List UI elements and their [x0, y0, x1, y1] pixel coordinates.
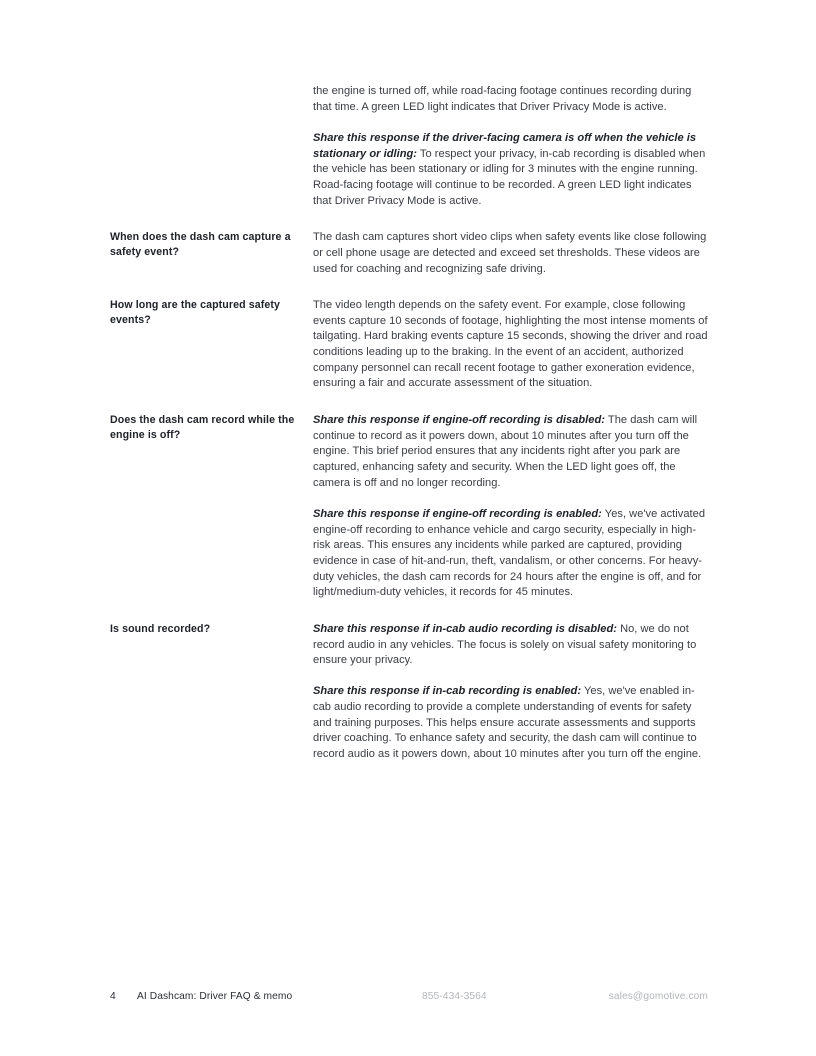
answer-lead-in: Share this response if engine-off recording is enabled:: [313, 507, 602, 520]
answer-paragraph: [313, 131, 708, 209]
faq-question: How long are the captured safety events?: [110, 299, 280, 326]
faq-content: [110, 84, 708, 763]
answer-text: Yes, we've enabled in-cab audio recording to provide a complete understanding of events for safety and training purposes. This helps ensure accurate assessments and supports driver coaching. To enhance safety and security, the dash cam will continue to record audio as it powers down, about 10 minutes after you turn off the engine.: [313, 685, 702, 761]
answer-text: No, we do not record audio in any vehicles. The focus is solely on visual safety monitoring to ensure your privacy.: [313, 622, 697, 667]
answer-paragraph: [313, 230, 708, 277]
faq-row: [110, 298, 708, 392]
page-footer: [110, 988, 708, 1004]
answer-paragraph: [313, 84, 708, 115]
answer-column: [313, 84, 708, 209]
answer-paragraph: [313, 507, 708, 601]
faq-row: [110, 413, 708, 601]
footer-document-title: AI Dashcam: Driver FAQ & memo: [137, 990, 293, 1002]
faq-question: Is sound recorded?: [110, 622, 211, 635]
answer-column: [313, 622, 708, 763]
answer-text: The dash cam will continue to record as it powers down, about 10 minutes after you turn off the engine. This brief period ensures that any incidents right after you park are captured, enhancing safety and security. When the LED light goes off, the camera is off and no longer recording.: [313, 414, 698, 489]
answer-lead-in: Share this response if the driver-facing camera is off when the vehicle is stationary or idling:: [313, 131, 697, 160]
answer-column: [313, 413, 708, 601]
answer-paragraph: [313, 622, 708, 669]
answer-paragraph: [313, 298, 708, 392]
answer-text: the engine is turned off, while road-facing footage continues recording during that time. A green LED light indicates that Driver Privacy Mode is active.: [313, 85, 692, 113]
answer-lead-in: Share this response if engine-off recording is disabled:: [313, 414, 605, 427]
footer-page-number: 4: [110, 990, 116, 1002]
answer-lead-in: Share this response if in-cab recording is enabled:: [313, 685, 582, 698]
answer-text: To respect your privacy, in-cab recording is disabled when the vehicle has been stationary or idling for 3 minutes with the engine running. Road-facing footage will continue to be recorded. A green LED light indicates that Driver Privacy Mode is active.: [313, 147, 706, 207]
answer-column: [313, 230, 708, 277]
question-column: [110, 298, 313, 327]
faq-row: [110, 622, 708, 763]
faq-question: Does the dash cam record while the engine is off?: [110, 414, 295, 441]
answer-text: The dash cam captures short video clips when safety events like close following or cell phone usage are detected and exceed set thresholds. These videos are used for coaching and recognizing safe driving.: [313, 231, 707, 275]
answer-paragraph: [313, 684, 708, 762]
question-column: [110, 230, 313, 259]
footer-phone-number: 855-434-3564: [422, 990, 487, 1002]
answer-paragraph: [313, 413, 708, 491]
answer-column: [313, 298, 708, 392]
faq-question: When does the dash cam capture a safety event?: [110, 231, 291, 258]
answer-lead-in: Share this response if in-cab audio recording is disabled:: [313, 622, 617, 635]
answer-text: Yes, we've activated engine-off recording to enhance vehicle and cargo security, especially in high-risk areas. This ensures any incidents while parked are captured, providing evidence in case of hit-and-run, theft, vandalism, or other concerns. For heavy-duty vehicles, the dash cam records for 24 hours after the engine is off, and for light/medium-duty vehicles, it records for 45 minutes.: [313, 507, 706, 599]
footer-email-address: sales@gomotive.com: [608, 990, 708, 1002]
question-column-empty: [110, 84, 313, 85]
answer-text: The video length depends on the safety event. For example, close following events capture 10 seconds of footage, highlighting the most intense moments of tailgating. Hard braking events capture 15 seconds, showing the driver and road conditions leading up to the braking. In the event of an accident, authorized company personnel can recall recent footage to gather exoneration evidence, ensuring a fair and accurate assessment of the situation.: [313, 299, 708, 390]
faq-row: [110, 230, 708, 277]
faq-row-continued: [110, 84, 708, 209]
question-column: [110, 622, 313, 636]
question-column: [110, 413, 313, 442]
